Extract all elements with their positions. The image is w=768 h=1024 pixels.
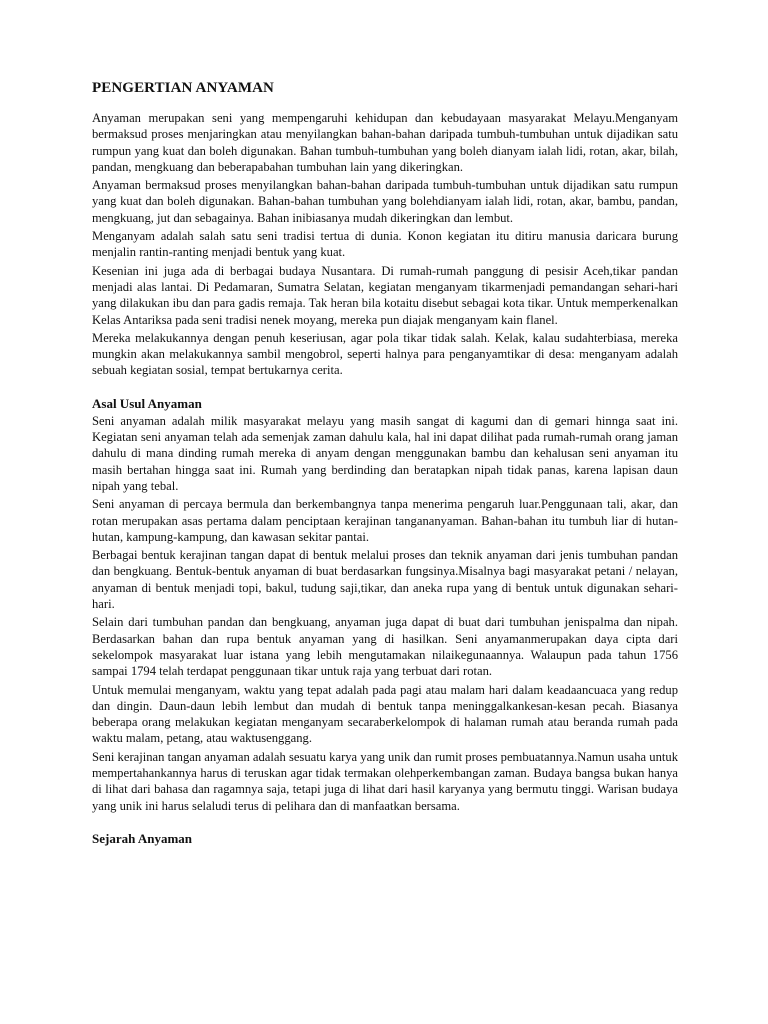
section-asal-usul: [92, 396, 678, 814]
paragraph: Selain dari tumbuhan pandan dan bengkuang, anyaman juga dapat di buat dari tumbuhan jenispalma dan nipah. Berdasarkan bahan dan rupa bentuk anyaman yang di hasilkan. Seni anyamanmerupakan daya cipta dari sekelompok masyarakat luar istana yang lebih mengutamakan nilaikegunaannya. Walaupun pada tahun 1756 sampai 1794 telah terdapat penggunaan tikar untuk raja yang terbuat dari rotan.: [92, 615, 678, 679]
paragraph: Anyaman merupakan seni yang mempengaruhi kehidupan dan kebudayaan masyarakat Melayu.Menganyam bermaksud proses menjaringkan atau menyilangkan bahan-bahan daripada tumbuh-tumbuhan untuk dijadikan satu rumpun yang kuat dan boleh digunakan. Bahan tumbuh-tumbuhan yang boleh dianyam ialah lidi, rotan, akar, bilah, pandan, mengkuang dan beberapabahan tumbuhan lain yang dikeringkan.: [92, 111, 678, 174]
paragraph: Menganyam adalah salah satu seni tradisi tertua di dunia. Konon kegiatan itu ditiru manusia daricara burung menjalin rantin-ranting menjadi bentuk yang kuat.: [92, 229, 678, 260]
document-page: [92, 80, 678, 848]
section-heading: Asal Usul Anyaman: [92, 395, 202, 411]
page-title: PENGERTIAN ANYAMAN: [92, 80, 274, 96]
intro-section: [92, 110, 678, 379]
paragraph: Seni anyaman adalah milik masyarakat melayu yang masih sangat di kagumi dan di gemari hinnga saat ini. Kegiatan seni anyaman telah ada semenjak zaman dahulu kala, hal ini dapat dilihat pada rumah-rumah orang jaman dahulu di mana dinding rumah mereka di anyam dengan menggunakan bambu dan kehalusan seni anyaman itu masih bertahan hingga saat ini. Rumah yang berdinding dan beratapkan nipah tidak panas, karena lapisan daun nipah yang tebal.: [92, 413, 678, 493]
section-heading: Sejarah Anyaman: [92, 830, 193, 846]
paragraph: Untuk memulai menganyam, waktu yang tepat adalah pada pagi atau malam hari dalam keadaancuaca yang redup dan dingin. Daun-daun lebih lembut dan mudah di bentuk tanpa meninggalkankesan-kesan pecah. Biasanya beberapa orang melakukan kegiatan menganyam secaraberkelompok di halaman rumah atau beranda rumah pada waktu malam, petang, atau waktusenggang.: [92, 682, 678, 746]
paragraph: Anyaman bermaksud proses menyilangkan bahan-bahan daripada tumbuh-tumbuhan untuk dijadikan satu rumpun yang kuat dan boleh digunakan. Bahan-bahan tumbuhan yang bolehdianyam ialah lidi, rotan, akar, bambu, pandan, mengkuang, jut dan sebagainya. Bahan inibiasanya mudah dikeringkan dan lembut.: [92, 178, 678, 225]
paragraph: Seni kerajinan tangan anyaman adalah sesuatu karya yang unik dan rumit proses pembuatannya.Namun usaha untuk mempertahankannya harus di teruskan agar tidak termakan olehperkembangan zaman. Budaya bangsa bukan hanya di lihat dari bahasa dan ragamnya saja, tetapi juga di lihat dari hasil karyanya yang bermutu tinggi. Warisan budaya yang unik ini harus selaludi terus di pelihara dan di manfaatkan bersama.: [92, 749, 678, 813]
section-sejarah: [92, 831, 678, 847]
paragraph: Kesenian ini juga ada di berbagai budaya Nusantara. Di rumah-rumah panggung di pesisir Aceh,tikar pandan menjadi alas lantai. Di Pedamaran, Sumatra Selatan, kegiatan menganyam tikarmenjadi pemandangan sehari-hari yang dilakukan ibu dan para gadis remaja. Tak heran bila kotaitu disebut sebagai kota tikar. Untuk memperkenalkan Kelas Antariksa pada seni tradisi nenek moyang, mereka pun diajak menganyam kain flanel.: [92, 263, 678, 327]
paragraph: Mereka melakukannya dengan penuh keseriusan, agar pola tikar tidak salah. Kelak, kalau sudahterbiasa, mereka mungkin akan melakukannya sambil mengobrol, seperti halnya para penganyamtikar di desa: menganyam adalah sebuah kegiatan sosial, tempat bertukarnya cerita.: [92, 330, 678, 378]
paragraph: Berbagai bentuk kerajinan tangan dapat di bentuk melalui proses dan teknik anyaman dari jenis tumbuhan pandan dan bengkuang. Bentuk-bentuk anyaman di buat berdasarkan fungsinya.Misalnya bagi masyarakat petani / nelayan, anyaman di bentuk menjadi topi, bakul, tudung saji,tikar, dan aneka rupa yang di bentuk untuk digunakan sehari-hari.: [92, 548, 678, 612]
paragraph: Seni anyaman di percaya bermula dan berkembangnya tanpa menerima pengaruh luar.Penggunaan tali, akar, dan rotan merupakan asas pertama dalam penciptaan kerajinan tangananyaman. Bahan-bahan itu tumbuh liar di hutan-hutan, kampung-kampung, dan kawasan sekitar pantai.: [92, 497, 678, 544]
